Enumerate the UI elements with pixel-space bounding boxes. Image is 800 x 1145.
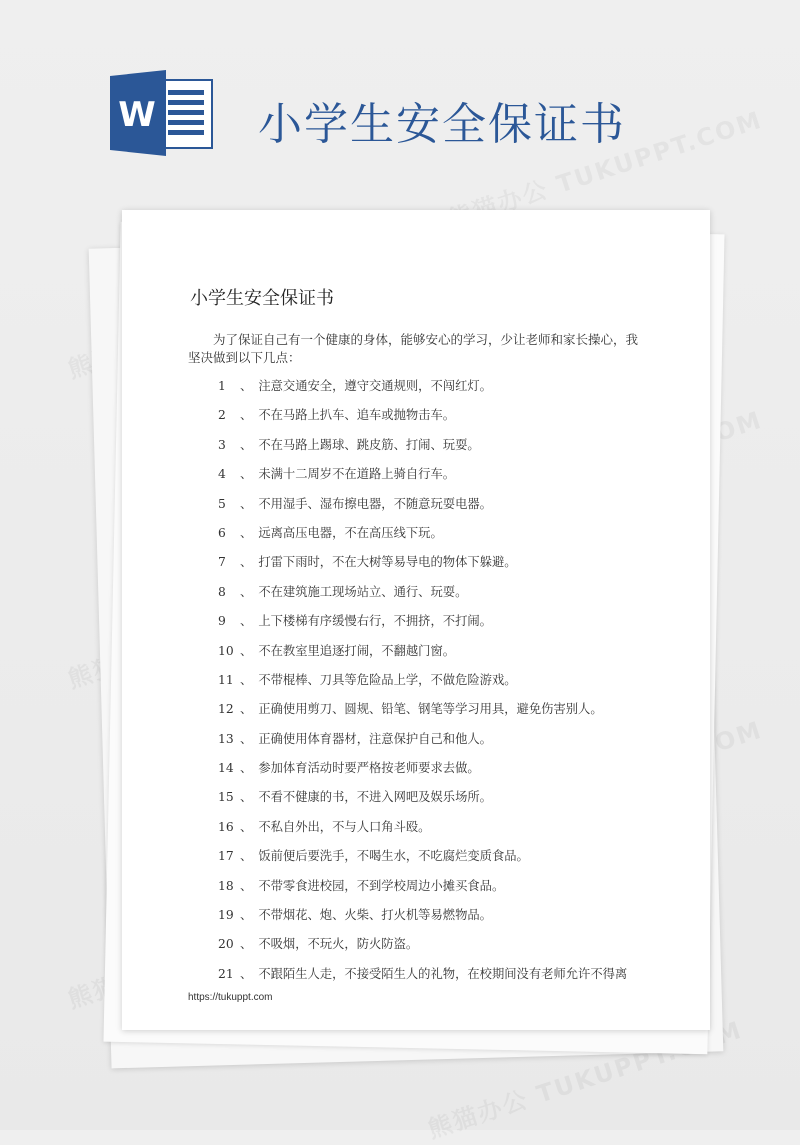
rule-text: 不看不健康的书，不进入网吧及娱乐场所。	[258, 790, 492, 805]
rule-text: 正确使用体育器材，注意保护自己和他人。	[258, 731, 492, 746]
rule-list	[218, 377, 627, 994]
rule-separator: 、	[240, 937, 253, 952]
rule-item	[218, 906, 627, 935]
rule-item	[218, 700, 627, 729]
rule-text: 不在建筑施工现场站立、通行、玩耍。	[258, 584, 468, 599]
rule-number: 8	[218, 584, 226, 599]
rule-item	[218, 495, 627, 524]
rule-separator: 、	[240, 584, 253, 599]
rule-text: 不在马路上踢球、跳皮筋、打闹、玩耍。	[258, 437, 480, 452]
rule-separator: 、	[240, 672, 253, 687]
rule-text: 不在马路上扒车、追车或抛物击车。	[258, 408, 456, 423]
rule-item	[218, 642, 627, 671]
rule-separator: 、	[240, 849, 253, 864]
word-logo-letter: W	[118, 95, 156, 135]
rule-separator: 、	[240, 525, 253, 540]
rule-separator: 、	[240, 819, 253, 834]
rule-text: 不用湿手、湿布擦电器，不随意玩耍电器。	[258, 496, 492, 511]
rule-text: 未满十二周岁不在道路上骑自行车。	[258, 467, 456, 482]
rule-separator: 、	[240, 614, 253, 629]
rule-separator: 、	[240, 702, 253, 717]
rule-item	[218, 524, 627, 553]
rule-text: 不在教室里追逐打闹，不翻越门窗。	[258, 643, 456, 658]
rule-item	[218, 847, 627, 876]
rule-text: 远离高压电器，不在高压线下玩。	[258, 525, 443, 540]
rule-number: 1	[218, 379, 226, 393]
rule-number: 13	[218, 731, 234, 746]
rule-item	[218, 965, 627, 994]
rule-item	[218, 553, 627, 582]
rule-separator: 、	[240, 467, 253, 482]
rule-separator: 、	[240, 908, 253, 923]
rule-number: 9	[218, 614, 226, 629]
rule-separator: 、	[240, 790, 253, 805]
rule-separator: 、	[240, 643, 253, 658]
rule-number: 18	[218, 878, 234, 893]
document-title: 小学生安全保证书	[190, 288, 334, 309]
rule-number: 3	[218, 437, 226, 452]
rule-separator: 、	[240, 555, 253, 570]
rule-separator: 、	[240, 731, 253, 746]
rule-number: 11	[218, 672, 234, 687]
rule-separator: 、	[240, 496, 253, 511]
rule-item	[218, 612, 627, 641]
rule-text: 打雷下雨时，不在大树等易导电的物体下躲避。	[258, 555, 517, 570]
rule-number: 21	[218, 966, 234, 981]
rule-number: 14	[218, 761, 234, 776]
rule-text: 不带棍棒、刀具等危险品上学，不做危险游戏。	[258, 672, 517, 687]
rule-text: 不私自外出，不与人口角斗殴。	[258, 819, 431, 834]
rule-number: 12	[218, 702, 234, 717]
rule-text: 不带烟花、炮、火柴、打火机等易燃物品。	[258, 908, 492, 923]
rule-item	[218, 730, 627, 759]
rule-item	[218, 818, 627, 847]
rule-number: 16	[218, 819, 234, 834]
rule-text: 上下楼梯有序缓慢右行，不拥挤，不打闹。	[258, 614, 492, 629]
rule-number: 20	[218, 937, 234, 952]
rule-item	[218, 465, 627, 494]
rule-number: 6	[218, 525, 226, 540]
rule-separator: 、	[240, 437, 253, 452]
rule-number: 2	[218, 408, 226, 423]
rule-item	[218, 436, 627, 465]
rule-number: 19	[218, 908, 234, 923]
rule-number: 7	[218, 555, 226, 570]
rule-item	[218, 406, 627, 435]
rule-text: 饭前便后要洗手，不喝生水，不吃腐烂变质食品。	[258, 849, 529, 864]
banner-title: 小学生安全保证书	[258, 99, 626, 150]
document-intro: 为了保证自己有一个健康的身体，能够安心的学习，少让老师和家长操心，我坚决做到以下几点：	[188, 332, 639, 365]
rule-separator: 、	[240, 878, 253, 893]
source-url: https://tukuppt.com	[188, 992, 273, 1003]
document-page	[122, 210, 710, 1030]
rule-separator: 、	[240, 761, 253, 776]
rule-text: 不吸烟，不玩火，防火防盗。	[258, 937, 419, 952]
rule-text: 注意交通安全，遵守交通规则，不闯红灯。	[258, 379, 492, 393]
rule-item	[218, 877, 627, 906]
rule-text: 不带零食进校园，不到学校周边小摊买食品。	[258, 878, 505, 893]
rule-number: 10	[218, 643, 234, 658]
rule-separator: 、	[240, 379, 253, 393]
rule-text: 参加体育活动时要严格按老师要求去做。	[258, 761, 480, 776]
rule-item	[218, 377, 627, 406]
rule-item	[218, 935, 627, 964]
rule-text: 正确使用剪刀、圆规、铅笔、钢笔等学习用具，避免伤害别人。	[258, 702, 603, 717]
rule-number: 15	[218, 790, 234, 805]
rule-item	[218, 788, 627, 817]
rule-separator: 、	[240, 408, 253, 423]
rule-number: 17	[218, 849, 234, 864]
rule-item	[218, 759, 627, 788]
rule-number: 4	[218, 467, 226, 482]
word-document-icon	[110, 70, 214, 156]
rule-number: 5	[218, 496, 226, 511]
rule-separator: 、	[240, 966, 253, 981]
rule-text: 不跟陌生人走，不接受陌生人的礼物，在校期间没有老师允许不得离	[258, 966, 628, 981]
rule-item	[218, 583, 627, 612]
rule-item	[218, 671, 627, 700]
